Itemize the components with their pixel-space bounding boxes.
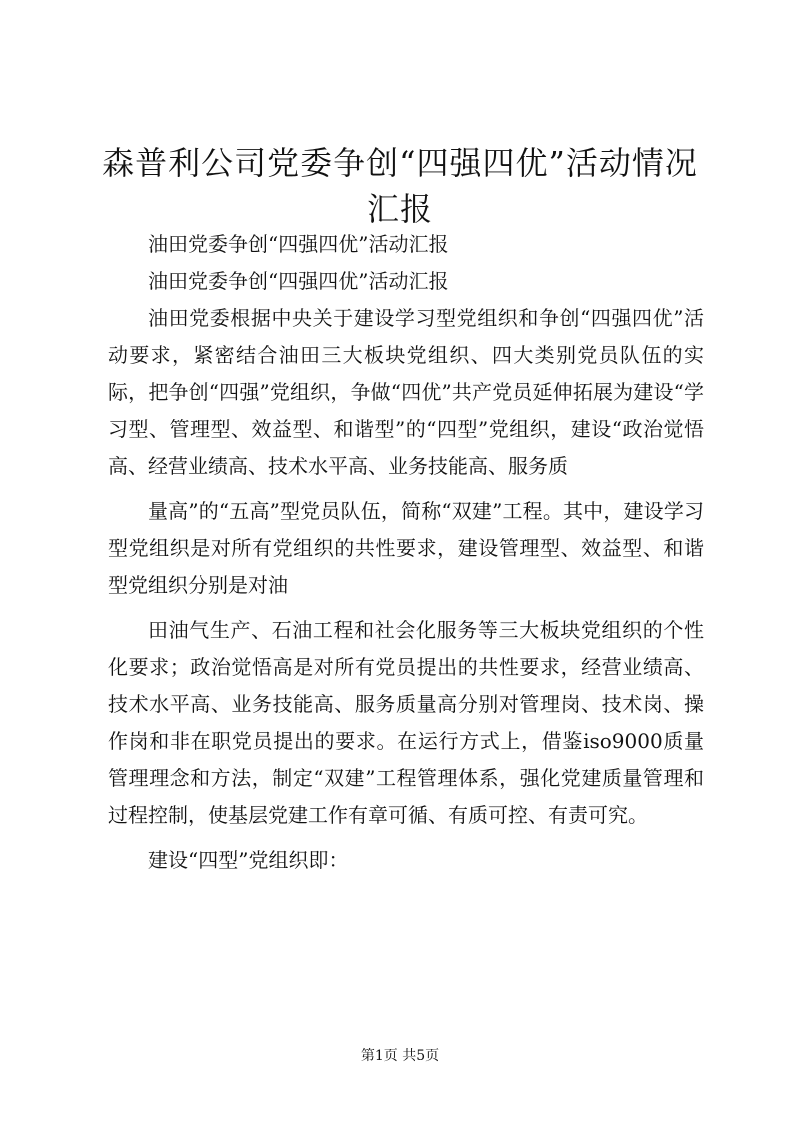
page-footer: 第1页 共5页 [360,1048,440,1064]
document-body [108,226,704,879]
paragraph: 量高”的“五高”型党员队伍，简称“双建”工程。其中，建设学习型党组织是对所有党组织的共性要求，建设管理型、效益型、和谐型党组织分别是对油 [108,499,704,597]
paragraph: 建设“四型”党组织即： [148,848,349,872]
paragraph: 油田党委根据中央关于建设学习型党组织和争创“四强四优”活动要求，紧密结合油田三大板块党组织、四大类别党员队伍的实际，把争创“四强”党组织，争做“四优”共产党员延伸拓展为建设“学习型、管理型、效益型、和谐型”的“四型”党组织，建设“政治觉悟高、经营业绩高、技术水平高、业务技能高、服务质 [108,306,704,478]
paragraph: 油田党委争创“四强四优”活动汇报 [148,232,449,256]
document-title: 森普利公司党委争创“四强四优”活动情况汇报 [102,144,698,228]
paragraph: 田油气生产、石油工程和社会化服务等三大板块党组织的个性化要求；政治觉悟高是对所有党员提出的共性要求，经营业绩高、技术水平高、业务技能高、服务质量高分别对管理岗、技术岗、操作岗和非在职党员提出的要求。在运行方式上，借鉴iso9000质量管理理念和方法，制定“双建”工程管理体系，强化党建质量管理和过程控制，使基层党建工作有章可循、有质可控、有责可究。 [108,618,704,827]
paragraph: 油田党委争创“四强四优”活动汇报 [148,269,449,293]
